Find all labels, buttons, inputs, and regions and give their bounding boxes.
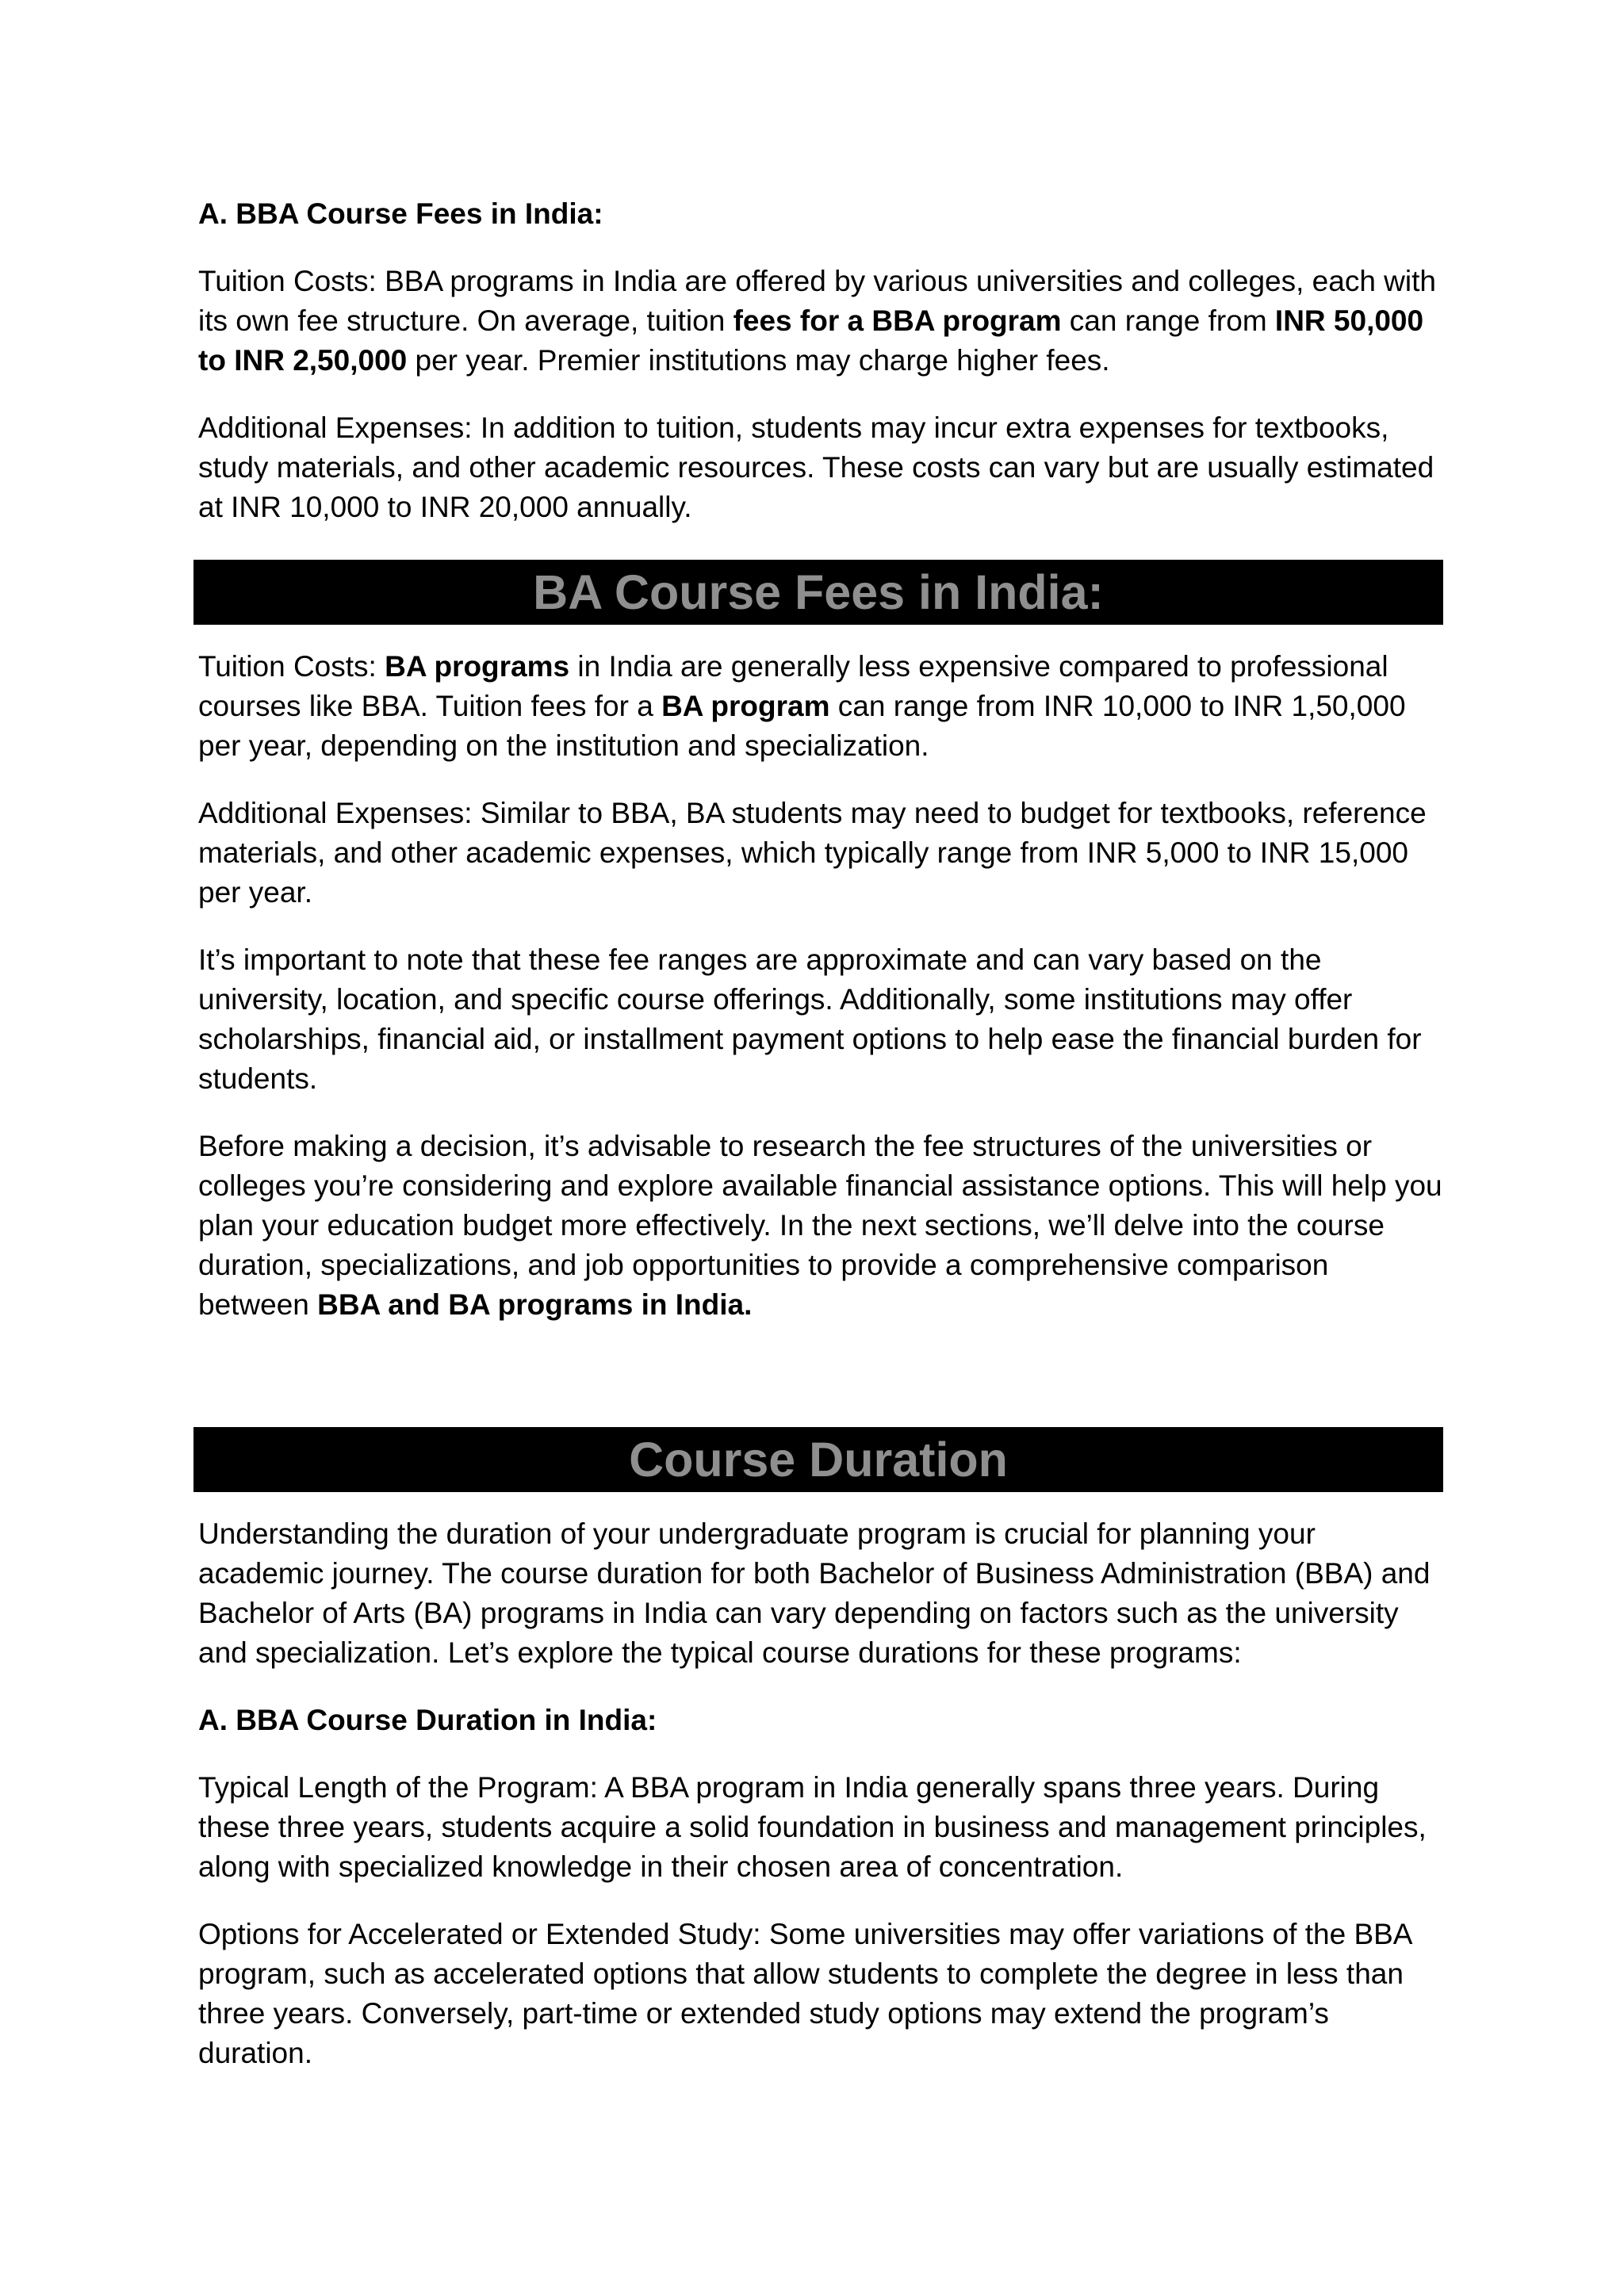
bba-tuition-paragraph [198, 262, 1443, 381]
text-run: per year. Premier institutions may charge higher fees. [407, 344, 1110, 377]
ba-fees-banner: BA Course Fees in India: [193, 560, 1443, 625]
bba-duration-heading: A. BBA Course Duration in India: [198, 1704, 657, 1736]
bold-run: fees for a BBA program [733, 304, 1062, 337]
bold-run: INR 50,000 to INR 2,50,000 [198, 304, 1424, 377]
course-duration-banner: Course Duration [193, 1427, 1443, 1492]
bold-run: BA programs [385, 650, 570, 683]
bba-fees-section [198, 194, 1443, 555]
ba-additional-paragraph: Additional Expenses: Similar to BBA, BA students may need to budget for textbooks, reference materials, and other academic expenses, which typically range from INR 5,000 to INR 15,000 per year. [198, 797, 1427, 909]
ba-tuition-paragraph [198, 647, 1443, 766]
bba-additional-paragraph: Additional Expenses: In addition to tuition, students may incur extra expenses for textbooks, study materials, and other academic resources. These costs can vary but are usually estimated at INR 10,000 to INR 20,000 annually. [198, 411, 1434, 523]
bba-study-options-paragraph: Options for Accelerated or Extended Study: Some universities may offer variations of the BBA program, such as accelerated options that allow students to complete the degree in less than three years. Conversely, part-time or extended study options may extend the program’s duration. [198, 1918, 1411, 2069]
bba-typical-length-paragraph: Typical Length of the Program: A BBA program in India generally spans three years. During these three years, students acquire a solid foundation in business and management principles, along with specialized knowledge in their chosen area of concentration. [198, 1771, 1427, 1883]
text-run: Before making a decision, it’s advisable to research the fee structures of the universities or colleges you’re considering and explore available financial assistance options. This will help you plan your education budget more effectively. In the next sections, we’ll delve into the course duration, specializations, and job opportunities to provide a comprehensive comparison between [198, 1130, 1442, 1321]
ba-note-paragraph: It’s important to note that these fee ranges are approximate and can vary based on the university, location, and specific course offerings. Additionally, some institutions may offer scholarships, financial aid, or installment payment options to help ease the financial burden for students. [198, 943, 1422, 1095]
bba-fees-heading: A. BBA Course Fees in India: [198, 197, 603, 230]
text-run: can range from [1061, 304, 1275, 337]
course-duration-section [198, 1514, 1443, 2101]
text-run: Tuition Costs: [198, 650, 385, 683]
text-run: in India are generally less expensive compared to professional courses like BBA. Tuition fees for a [198, 650, 1388, 722]
ba-advice-paragraph [198, 1127, 1443, 1325]
duration-intro-paragraph: Understanding the duration of your undergraduate program is crucial for planning your academic journey. The course duration for both Bachelor of Business Administration (BBA) and Bachelor of Arts (BA) programs in India can vary depending on factors such as the university and specialization. Let’s explore the typical course durations for these programs: [198, 1517, 1431, 1669]
ba-fees-section [198, 647, 1443, 1353]
text-run: Tuition Costs: BBA programs in India are offered by various universities and colleges, each with its own fee structure. On average, tuition [198, 265, 1436, 337]
bold-run: BBA and BA programs in India. [317, 1288, 753, 1321]
bold-run: BA program [661, 690, 830, 722]
text-run: can range from INR 10,000 to INR 1,50,000 per year, depending on the institution and specialization. [198, 690, 1406, 762]
